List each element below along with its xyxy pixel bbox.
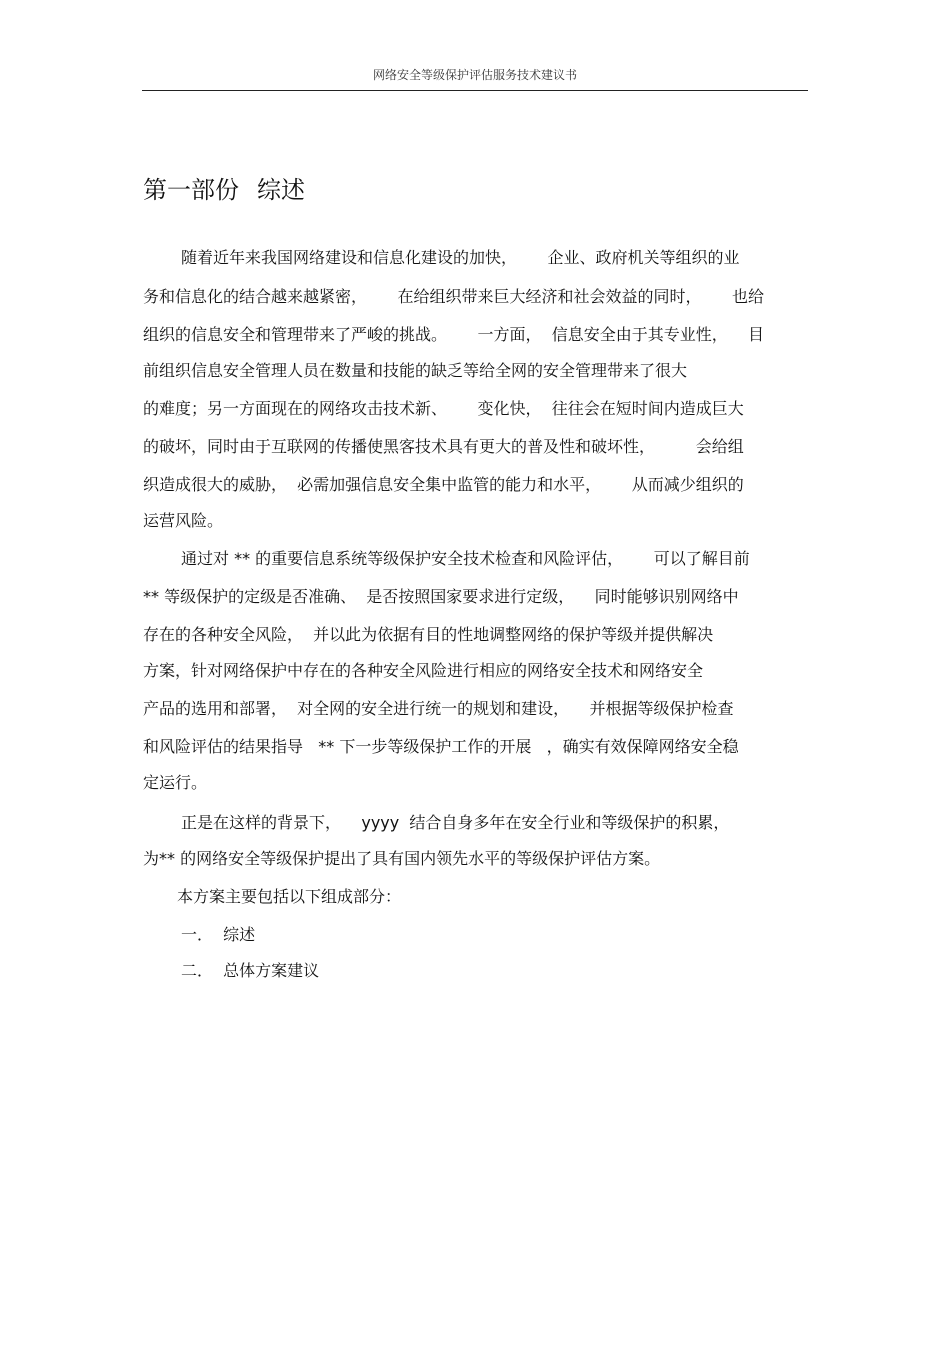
paragraph-2-line-2: ** 等级保护的定级是否准确、 是否按照国家要求进行定级， 同时能够识别网络中 [143, 587, 739, 606]
paragraph-1-line-1: 随着近年来我国网络建设和信息化建设的加快， 企业、政府机关等组织的业 [181, 248, 740, 267]
section-title: 综述 [257, 176, 305, 204]
paragraph-2-line-3: 存在的各种安全风险， 并以此为依据有目的性地调整网络的保护等级并提供解决 [143, 625, 714, 644]
list-item-1: 一． 综述 [181, 925, 256, 944]
list-item-2: 二． 总体方案建议 [181, 961, 320, 980]
paragraph-1-line-7: 织造成很大的威胁， 必需加强信息安全集中监管的能力和水平， 从而减少组织的 [143, 475, 744, 494]
document-header-title: 网络安全等级保护评估服务技术建议书 [372, 68, 577, 82]
paragraph-3-line-1: 正是在这样的背景下， yyyy 结合自身多年在安全行业和等级保护的积累， [181, 813, 730, 832]
paragraph-1-line-2: 务和信息化的结合越来越紧密， 在给组织带来巨大经济和社会效益的同时， 也给 [143, 287, 765, 306]
paragraph-2-line-5: 产品的选用和部署， 对全网的安全进行统一的规划和建设， 并根据等级保护检查 [143, 699, 734, 718]
paragraph-1-line-8: 运营风险。 [143, 511, 224, 530]
components-intro: 本方案主要包括以下组成部分： [177, 887, 402, 906]
paragraph-1-line-6: 的破坏，同时由于互联网的传播使黑客技术具有更大的普及性和破坏性， 会给组 [143, 437, 744, 456]
section-number: 第一部份 [143, 176, 239, 204]
header-divider [142, 90, 808, 91]
paragraph-3-line-2: 为** 的网络安全等级保护提出了具有国内领先水平的等级保护评估方案。 [143, 849, 661, 868]
paragraph-1-line-5: 的难度；另一方面现在的网络攻击技术新、 变化快， 往往会在短时间内造成巨大 [143, 399, 744, 418]
paragraph-2-line-1: 通过对 ** 的重要信息系统等级保护安全技术检查和风险评估， 可以了解目前 [181, 549, 750, 568]
paragraph-2-line-6: 和风险评估的结果指导 ** 下一步等级保护工作的开展 ，确实有效保障网络安全稳 [143, 737, 739, 756]
paragraph-1-line-3: 组织的信息安全和管理带来了严峻的挑战。 一方面， 信息安全由于其专业性， 目 [143, 325, 765, 344]
paragraph-2-line-7: 定运行。 [143, 773, 208, 792]
paragraph-2-line-4: 方案，针对网络保护中存在的各种安全风险进行相应的网络安全技术和网络安全 [143, 661, 704, 680]
paragraph-1-line-4: 前组织信息安全管理人员在数量和技能的缺乏等给全网的安全管理带来了很大 [143, 361, 688, 380]
section-heading [143, 172, 305, 208]
